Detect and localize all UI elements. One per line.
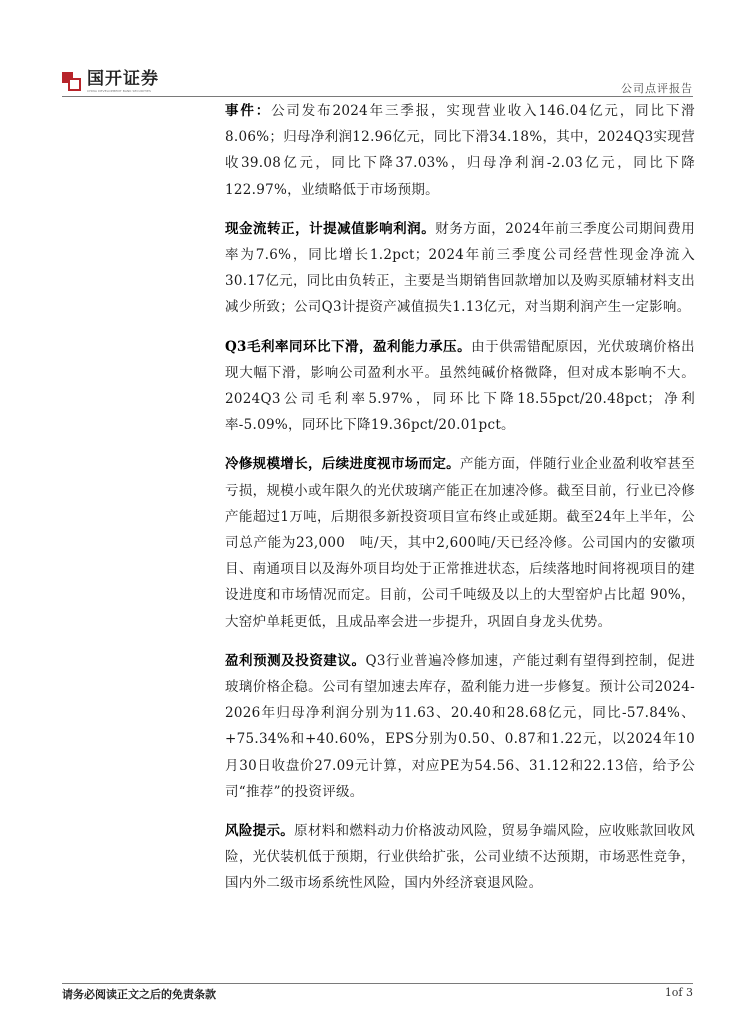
paragraph-heading: 现金流转正，计提减值影响利润。 bbox=[225, 220, 436, 237]
paragraph-text: Q3行业普遍冷修加速，产能过剩有望得到控制，促进玻璃价格企稳。公司有望加速去库存，盈利能力进一步修复。预计公司2024-2026年归母净利润分别为11.63、20.40和28.68亿元，同比-57.84%、+75.34%和+40.60%，EPS分别为0.50、0.87和1.22元，以2024年10月30日收盘价27.09元计算，对应PE为54.56、31.12和22.13倍，给予公司“推荐”的投资评级。 bbox=[225, 652, 695, 800]
paragraph-event bbox=[225, 98, 695, 203]
paragraph-heading: Q3毛利率同环比下滑，盈利能力承压。 bbox=[225, 338, 472, 355]
page-number: 1of 3 bbox=[664, 986, 693, 999]
header-divider bbox=[62, 96, 693, 97]
report-body bbox=[225, 98, 695, 910]
page-header bbox=[0, 0, 755, 98]
paragraph-heading: 风险提示。 bbox=[225, 823, 295, 840]
paragraph-text: 公司发布2024年三季报，实现营业收入146.04亿元，同比下滑8.06%；归母净利润12.96亿元，同比下滑34.18%，其中，2024Q3实现营收39.08亿元，同比下降37.03%，归母净利润-2.03亿元，同比下降122.97%，业绩略低于市场预期。 bbox=[225, 103, 695, 198]
paragraph-text: 原材料和燃料动力价格波动风险，贸易争端风险，应收账款回收风险，光伏装机低于预期，行业供给扩张，公司业绩不达预期，市场恶性竞争，国内外二级市场系统性风险，国内外经济衰退风险。 bbox=[225, 823, 695, 892]
document-type: 公司点评报告 bbox=[621, 82, 693, 95]
paragraph-capacity bbox=[225, 451, 695, 634]
paragraph-text: 由于供需错配原因，光伏玻璃价格出现大幅下滑，影响公司盈利水平。虽然纯碱价格微降，但对成本影响不大。2024Q3公司毛利率5.97%，同环比下降18.55pct/20.48pct；净利率-5.09%，同环比下降19.36pct/20.01pct。 bbox=[225, 338, 695, 434]
paragraph-text: 产能方面，伴随行业企业盈利收窄甚至亏损，规模小或年限久的光伏玻璃产能正在加速冷修。截至目前，行业已冷修产能超过1万吨，后期很多新投资项目宣布终止或延期。截至24年上半年，公司总产能为23,000 吨/天，其中2,600吨/天已经冷修。公司国内的安徽项目、南通项目以及海外项目均处于正常推进状态，后续落地时间将视项目的建设进度和市场情况而定。目前，公司千吨级及以上的大型窑炉占比超 90%，大窑炉单耗更低，且成品率会进一步提升，巩固自身龙头优势。 bbox=[225, 456, 695, 630]
paragraph-heading: 冷修规模增长，后续进度视市场而定。 bbox=[225, 456, 461, 473]
paragraph-margin bbox=[225, 334, 695, 439]
paragraph-text: 财务方面，2024年前三季度公司期间费用率为7.6%，同比增长1.2pct；2024年前三季度公司经营性现金净流入30.17亿元，同比由负转正，主要是当期销售回款增加以及购买原辅材料支出减少所致；公司Q3计提资产减值损失1.13亿元，对当期利润产生一定影响。 bbox=[225, 220, 696, 316]
paragraph-risk bbox=[225, 818, 695, 897]
brand-logo bbox=[62, 70, 159, 93]
footer-divider bbox=[62, 983, 693, 984]
paragraph-cashflow bbox=[225, 216, 695, 321]
paragraph-heading: 事件： bbox=[225, 103, 272, 119]
brand-subtitle: CHINA DEVELOPMENT BANK SECURITIES bbox=[87, 89, 152, 93]
disclaimer-note: 请务必阅读正文之后的免责条款 bbox=[62, 988, 216, 1001]
logo-mark-icon bbox=[62, 72, 81, 91]
paragraph-heading: 盈利预测及投资建议。 bbox=[225, 652, 366, 669]
brand-name: 国开证券 bbox=[87, 69, 159, 89]
paragraph-forecast bbox=[225, 648, 695, 805]
